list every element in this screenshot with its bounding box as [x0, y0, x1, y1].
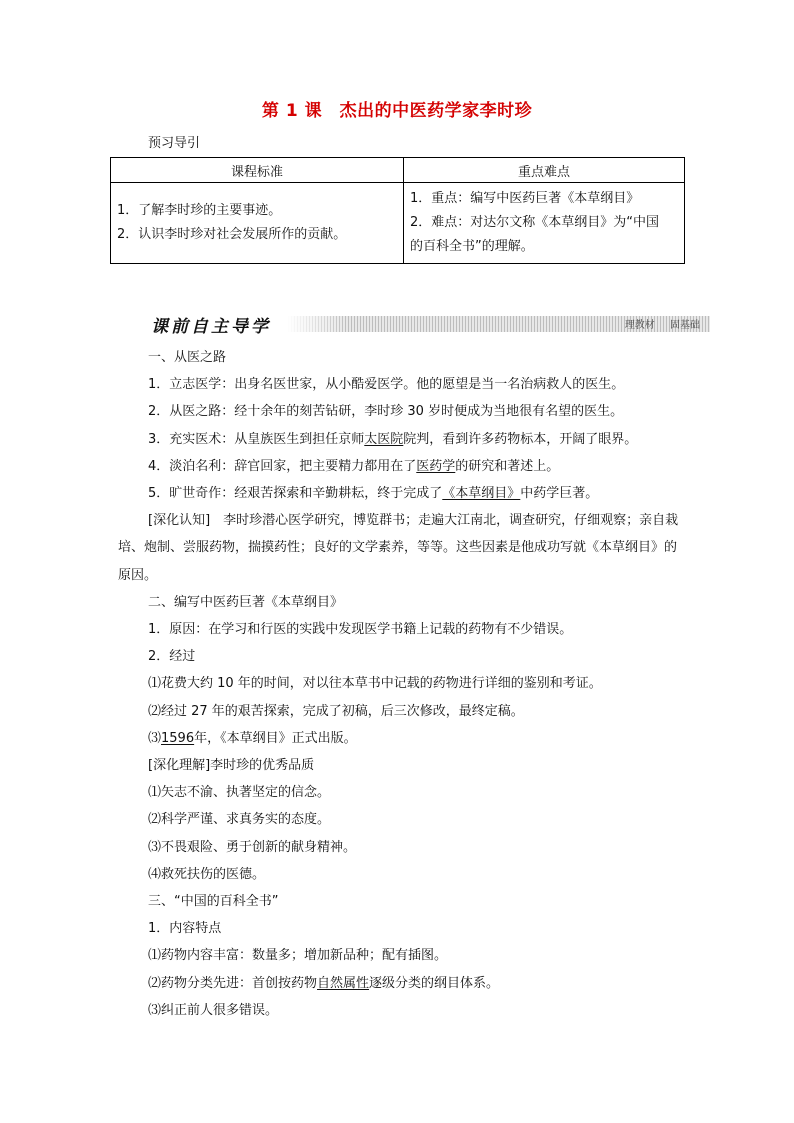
list-item: ⑴矢志不渝、执著坚定的信念。	[148, 785, 331, 801]
list-item: 2．经过	[148, 649, 196, 665]
text: 5．旷世奇作：经艰苦探索和辛勤耕耘，终于完成了	[148, 486, 443, 502]
list-item: 1．原因：在学习和行医的实践中发现医学书籍上记载的药物有不少错误。	[148, 622, 573, 638]
deepen-note: [深化认知] 李时珍潜心医学研究，博览群书；走遍大江南北，调查研究，仔细观察；亲自栽培、炮制、尝服药物，揣摸药性；良好的文学素养，等等。这些因素是他成功写就《本草纲目》的原因。	[118, 513, 679, 583]
list-item: 2．从医之路：经十余年的刻苦钻研，李时珍 30 岁时便成为当地很有名望的医生。	[148, 404, 624, 420]
banner-title: 课前自主导学	[151, 317, 271, 337]
list-item	[118, 970, 688, 997]
page-title: 第 1 课 杰出的中医药学家李时珍	[261, 101, 533, 121]
content-body	[118, 344, 688, 1024]
table-header-keypoints: 重点难点	[404, 158, 685, 183]
underlined-term: 1596	[161, 730, 195, 746]
underlined-term: 自然属性	[317, 975, 370, 991]
keypoint-item: 1．重点：编写中医药巨著《本草纲目》	[410, 191, 640, 206]
text: 4．淡泊名利：辞官回家，把主要精力都用在了	[148, 458, 417, 474]
keypoint-item: 2．难点：对达尔文称《本草纲目》为“中国	[410, 215, 660, 230]
keypoints-cell	[404, 183, 685, 264]
standard-item: 1．了解李时珍的主要事迹。	[117, 203, 282, 218]
banner-label	[147, 311, 347, 337]
list-item: 1．立志医学：出身名医世家，从小酷爱医学。他的愿望是当一名治病救人的医生。	[148, 377, 625, 393]
list-item: 1．内容特点	[148, 921, 222, 937]
text: ⑶	[148, 730, 162, 746]
list-item: ⑶纠正前人很多错误。	[148, 1002, 279, 1018]
list-item: ⑴花费大约 10 年的时间，对以往本草书中记载的药物进行详细的鉴别和考证。	[148, 676, 602, 692]
standards-cell	[111, 183, 404, 264]
deepen-note: [深化理解]李时珍的优秀品质	[148, 758, 315, 774]
list-item: ⑵经过 27 年的艰苦探索，完成了初稿，后三次修改，最终定稿。	[148, 703, 524, 719]
list-item: ⑵科学严谨、求真务实的态度。	[148, 812, 331, 828]
section-banner	[147, 311, 710, 337]
standard-item: 2．认识李时珍对社会发展所作的贡献。	[117, 227, 347, 242]
underlined-term: 医药学	[416, 458, 456, 474]
section-heading: 二、编写中医药巨著《本草纲目》	[148, 594, 344, 610]
text: 的研究和著述上。	[455, 458, 560, 474]
banner-right	[613, 316, 700, 331]
banner-tag: 固基础	[670, 320, 700, 331]
section-heading: 一、从医之路	[148, 350, 227, 365]
list-item	[118, 426, 688, 453]
list-item: ⑴药物内容丰富：数量多；增加新品种；配有插图。	[148, 948, 448, 964]
underlined-term: 太医院	[364, 431, 404, 447]
text: 逐级分类的纲目体系。	[369, 975, 500, 991]
text: 中药学巨著。	[520, 486, 599, 502]
text: 院判，看到许多药物标本，开阔了眼界。	[403, 431, 638, 447]
text: ⑵药物分类先进：首创按药物	[148, 975, 318, 991]
section-heading: 三、“中国的百科全书”	[148, 894, 279, 910]
banner-tag: 理教材	[624, 320, 655, 331]
text: 3．充实医术：从皇族医生到担任京师	[148, 431, 365, 447]
keypoint-item: 的百科全书”的理解。	[410, 239, 534, 254]
text: 年，《本草纲目》正式出版。	[194, 730, 357, 746]
preview-label: 预习导引	[148, 136, 201, 151]
list-item: ⑷救死扶伤的医德。	[148, 866, 266, 882]
table-header-standards: 课程标准	[111, 158, 404, 183]
list-item	[118, 453, 688, 480]
list-item	[118, 725, 688, 752]
list-item: ⑶不畏艰险、勇于创新的献身精神。	[148, 839, 357, 855]
objectives-table	[110, 157, 685, 264]
list-item	[118, 480, 688, 507]
underlined-term: 《本草纲目》	[442, 486, 521, 502]
